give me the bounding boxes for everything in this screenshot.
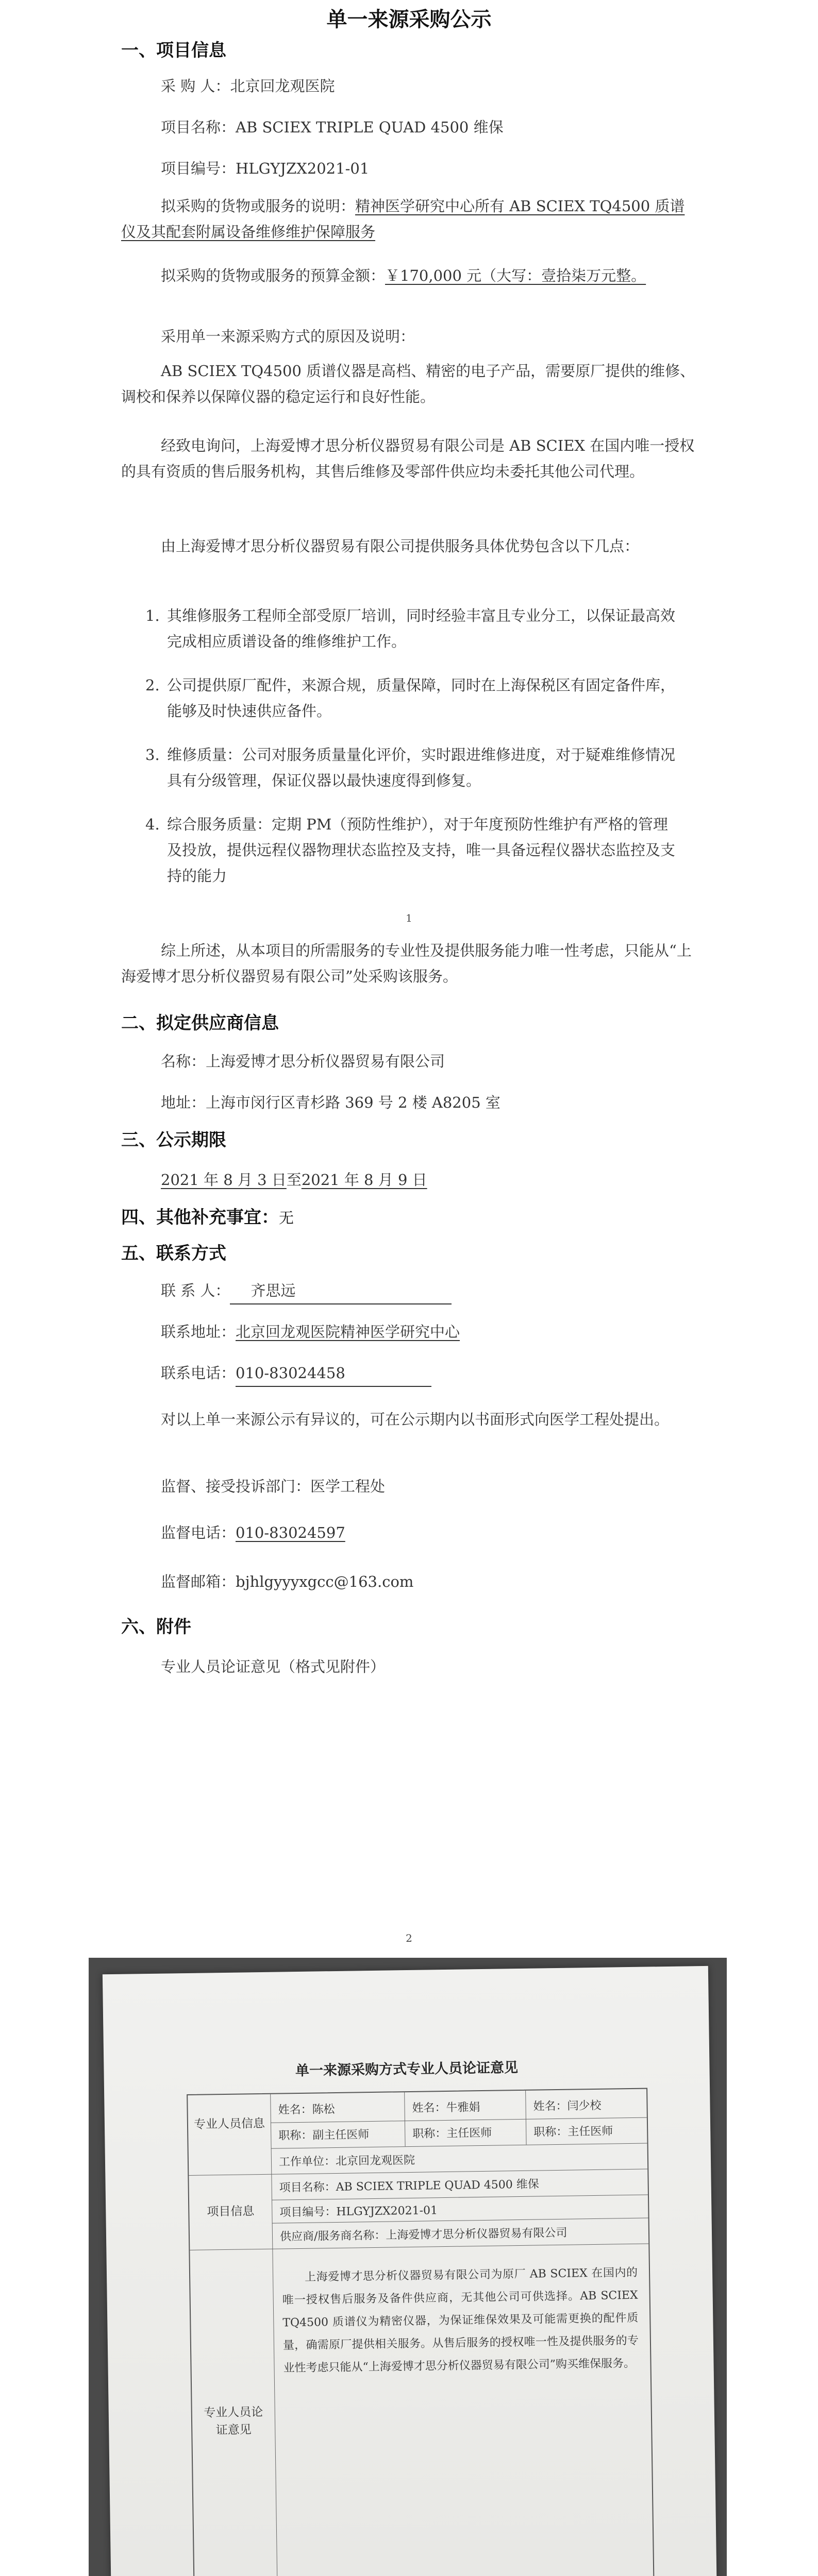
- contact-phone-row: [161, 1360, 431, 1387]
- supplier-address-value: 上海市闵行区青杉路 369 号 2 楼 A8205 室: [206, 1094, 500, 1111]
- supervise-value: 医学工程处: [310, 1478, 386, 1495]
- expert-info-label: 专业人员信息: [193, 2116, 265, 2131]
- section-heading-other: [121, 1203, 294, 1228]
- goods-value: 精神医学研究中心所有 AB SCIEX TQ4500 质谱仪及其配套附属设备维修维护保障服务: [121, 197, 685, 241]
- contact-phone-label: 联系电话：: [161, 1364, 236, 1382]
- scanned-sheet: [103, 1966, 720, 2576]
- page-number: 2: [406, 1932, 412, 1944]
- budget-label: 拟采购的货物或服务的预算金额：: [161, 267, 386, 284]
- supervise-email-row: [161, 1569, 413, 1595]
- section-heading-project: 一、项目信息: [121, 40, 226, 61]
- other-label: 四、其他补充事宜：: [121, 1207, 279, 1228]
- period-row: [161, 1167, 427, 1193]
- section-heading-supplier: 二、拟定供应商信息: [121, 1013, 279, 1033]
- form-project-code: 项目编号：HLGYJZX2021-01: [279, 2204, 438, 2219]
- contact-address-value: 北京回龙观医院精神医学研究中心: [236, 1323, 460, 1341]
- project-code-row: [161, 156, 369, 181]
- expert-title-1: 职称：副主任医师: [278, 2128, 370, 2143]
- period-start: 2021 年 8 月 3 日: [161, 1171, 287, 1189]
- supervise-phone-label: 监督电话：: [161, 1524, 236, 1541]
- other-value: 无: [279, 1209, 294, 1227]
- reason-paragraph-1: AB SCIEX TQ4500 质谱仪器是高档、精密的电子产品，需要原厂提供的维修、调校和保养以保障仪器的稳定运行和良好性能。: [121, 362, 695, 405]
- opinion-text: 上海爱博才思分析仪器贸易有限公司为原厂 AB SCIEX 在国内的唯一授权售后服务及备件供应商，无其他公司可供选择。AB SCIEX TQ4500 质谱仪为精密仪器，为保证维保效果及可能需更换的配件质量，确需原厂提供相关服务。从售后服务的授权唯一性及提供服务的专业性考虑只能从“上海爱博才思分析仪器贸易有限公司”购买维保服务。: [282, 2266, 639, 2375]
- contact-address-label: 联系地址：: [161, 1323, 236, 1341]
- advantage-number: 4.: [145, 816, 160, 833]
- opinion-label: 专业人员论证意见: [204, 2405, 263, 2437]
- advantage-number: 2.: [145, 676, 160, 694]
- form-title: 单一来源采购方式专业人员论证意见: [295, 2060, 519, 2079]
- supplier-address-row: [161, 1090, 500, 1115]
- project-code-value: HLGYJZX2021-01: [236, 160, 370, 177]
- project-name-value: AB SCIEX TRIPLE QUAD 4500 维保: [236, 118, 504, 136]
- budget-row: [121, 263, 698, 289]
- opinion-form-table: [187, 2088, 656, 2576]
- expert-name-2: 姓名：牛雅娟: [412, 2101, 480, 2115]
- supervise-email-value: bjhlgyyyxgcc@163.com: [236, 1573, 414, 1590]
- section-heading-contact: 五、联系方式: [121, 1243, 226, 1264]
- section-heading-attachment: 六、附件: [121, 1617, 191, 1637]
- advantage-number: 1.: [145, 607, 160, 624]
- advantage-text: 维修质量：公司对服务质量量化评价，实时跟进维修进度，对于疑难维修情况具有分级管理，保证仪器以最快速度得到修复。: [167, 746, 676, 789]
- supplier-name-label: 名称：: [161, 1053, 206, 1070]
- expert-title-2: 职称：主任医师: [412, 2126, 492, 2141]
- page-title: 单一来源采购公示: [326, 8, 492, 31]
- form-project-name: 项目名称：AB SCIEX TRIPLE QUAD 4500 维保: [279, 2178, 539, 2195]
- buyer-row: [161, 73, 335, 99]
- scanned-attachment: [89, 1958, 727, 2576]
- contact-person-label: 联 系 人：: [161, 1282, 230, 1299]
- section-heading-period: 三、公示期限: [121, 1130, 226, 1150]
- objection-paragraph: 对以上单一来源公示有异议的，可在公示期内以书面形式向医学工程处提出。: [161, 1411, 670, 1428]
- advantage-text: 公司提供原厂配件，来源合规，质量保障，同时在上海保税区有固定备件库，能够及时快速供应备件。: [167, 676, 676, 720]
- goods-description: [121, 193, 698, 245]
- period-to: 至: [286, 1171, 302, 1189]
- contact-person-value: 齐思远: [230, 1278, 452, 1304]
- supervise-phone-row: [161, 1520, 345, 1546]
- advantage-text: 其维修服务工程师全部受原厂培训，同时经验丰富且专业分工，以保证最高效完成相应质谱设备的维修维护工作。: [167, 607, 676, 650]
- reason-label: 采用单一来源采购方式的原因及说明：: [161, 328, 415, 345]
- supervise-row: [161, 1473, 385, 1499]
- buyer-label: 采 购 人：: [161, 77, 230, 95]
- supervise-phone-value: 010-83024597: [236, 1524, 345, 1541]
- project-name-row: [161, 114, 504, 140]
- contact-address-row: [161, 1319, 460, 1345]
- supervise-label: 监督、接受投诉部门：: [161, 1478, 311, 1495]
- contact-person-row: [161, 1278, 452, 1304]
- work-unit: 工作单位：北京回龙观医院: [278, 2154, 415, 2169]
- supplier-address-label: 地址：: [161, 1094, 206, 1111]
- expert-title-3: 职称：主任医师: [533, 2125, 613, 2139]
- contact-phone-value: 010-83024458: [236, 1360, 431, 1387]
- project-code-label: 项目编号：: [161, 160, 236, 177]
- page-number: 1: [406, 912, 412, 924]
- advantage-text: 综合服务质量：定期 PM（预防性维护），对于年度预防性维护有严格的管理及投放，提供远程仪器物理状态监控及支持，唯一具备远程仪器状态监控及支持的能力: [167, 816, 676, 885]
- expert-name-3: 姓名：闫少校: [533, 2099, 602, 2113]
- goods-label: 拟采购的货物或服务的说明：: [161, 197, 356, 215]
- reason-paragraph-2: 经致电询问，上海爱博才思分析仪器贸易有限公司是 AB SCIEX 在国内唯一授权的具有资质的售后服务机构，其售后维修及零部件供应均未委托其他公司代理。: [121, 437, 695, 480]
- form-supplier-name: 供应商/服务商名称：上海爱博才思分析仪器贸易有限公司: [279, 2226, 567, 2244]
- supplier-name-value: 上海爱博才思分析仪器贸易有限公司: [206, 1053, 445, 1070]
- project-info-label: 项目信息: [207, 2205, 255, 2219]
- budget-value: ￥170,000 元（大写：壹拾柒万元整。: [385, 267, 646, 284]
- buyer-value: 北京回龙观医院: [230, 77, 335, 95]
- period-end: 2021 年 8 月 9 日: [301, 1171, 427, 1189]
- reason-paragraph-3: 由上海爱博才思分析仪器贸易有限公司提供服务具体优势包含以下几点：: [161, 537, 640, 555]
- supplier-name-row: [161, 1048, 445, 1074]
- summary-paragraph: 综上所述，从本项目的所需服务的专业性及提供服务能力唯一性考虑，只能从“上海爱博才思分析仪器贸易有限公司”处采购该服务。: [121, 942, 692, 985]
- expert-name-1: 姓名：陈松: [278, 2103, 335, 2117]
- advantage-number: 3.: [145, 746, 160, 764]
- supervise-email-label: 监督邮箱：: [161, 1573, 236, 1590]
- project-name-label: 项目名称：: [161, 118, 236, 136]
- attachment-note: 专业人员论证意见（格式见附件）: [161, 1658, 386, 1675]
